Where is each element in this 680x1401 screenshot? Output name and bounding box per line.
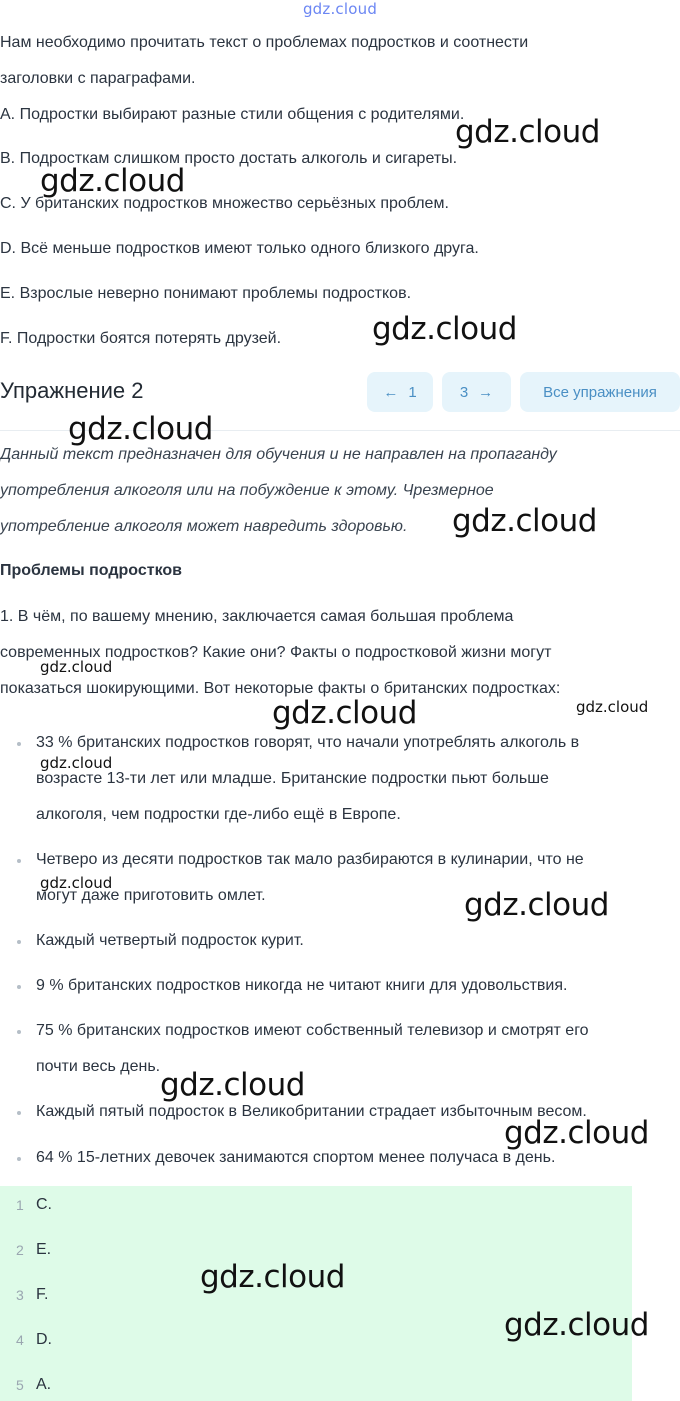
prev-exercise-label: 1 [408, 383, 417, 401]
task-intro-line-2: заголовки с параграфами. [0, 70, 196, 87]
bullet-dot [17, 1157, 21, 1161]
answer-value: C. [36, 1196, 52, 1213]
all-exercises-label: Все упражнения [543, 383, 657, 401]
answer-value: F. [36, 1286, 49, 1303]
watermark: gdz.cloud [40, 754, 113, 772]
bullet-7-line-1: 64 % 15-летних девочек занимаются спортом менее получаса в день. [36, 1149, 556, 1166]
notice-line-1: Данный текст предназначен для обучения и не направлен на пропаганду [0, 446, 557, 463]
bullet-2-line-2: могут даже приготовить омлет. [36, 887, 266, 904]
bullet-1-line-3: алкоголя, чем подростки где-либо ещё в Европе. [36, 806, 401, 823]
article-para-line-3: показаться шокирующими. Вот некоторые факты о британских подростках: [0, 680, 561, 697]
article-para-line-1: 1. В чём, по вашему мнению, заключается самая большая проблема [0, 608, 514, 625]
option-a: A. Подростки выбирают разные стили общения с родителями. [0, 106, 465, 123]
task-intro-line-1: Нам необходимо прочитать текст о проблемах подростков и соотнести [0, 34, 529, 51]
watermark: gdz.cloud [40, 163, 185, 199]
article-para-line-2: современных подростков? Какие они? Факты о подростковой жизни могут [0, 644, 552, 661]
answer-number: 1 [16, 1197, 24, 1213]
arrow-right-icon: → [478, 383, 494, 401]
watermark: gdz.cloud [68, 411, 213, 447]
bullet-3-line-1: Каждый четвертый подросток курит. [36, 932, 304, 949]
watermark: gdz.cloud [372, 311, 517, 347]
watermark: gdz.cloud [504, 1115, 649, 1151]
option-d: D. Всё меньше подростков имеют только одного близкого друга. [0, 240, 479, 257]
answer-value: E. [36, 1241, 52, 1258]
answer-number: 4 [16, 1332, 24, 1348]
option-c: C. У британских подростков множество серьёзных проблем. [0, 195, 449, 212]
bullet-1-line-1: 33 % британских подростков говорят, что начали употреблять алкоголь в [36, 734, 580, 751]
bullet-1-line-2: возрасте 13-ти лет или младше. Британские подростки пьют больше [36, 770, 549, 787]
arrow-left-icon: ← [383, 383, 399, 401]
option-e: E. Взрослые неверно понимают проблемы подростков. [0, 285, 412, 302]
exercise-title: Упражнение 2 [0, 378, 144, 403]
bullet-dot [17, 742, 21, 746]
watermark: gdz.cloud [160, 1067, 305, 1103]
notice-line-2: употребления алкоголя или на побуждение к этому. Чрезмерное [0, 482, 494, 499]
watermark: gdz.cloud [576, 698, 649, 716]
watermark: gdz.cloud [272, 695, 417, 731]
watermark: gdz.cloud [455, 114, 600, 150]
bullet-2-line-1: Четверо из десяти подростков так мало разбираются в кулинарии, что не [36, 851, 584, 868]
answer-number: 2 [16, 1242, 24, 1258]
watermark: gdz.cloud [504, 1307, 649, 1343]
bullet-dot [17, 985, 21, 989]
next-exercise-label: 3 [459, 383, 469, 401]
bullet-4-line-1: 9 % британских подростков никогда не читают книги для удовольствия. [36, 977, 568, 994]
option-b: B. Подросткам слишком просто достать алкоголь и сигареты. [0, 150, 458, 167]
bullet-dot [17, 1030, 21, 1034]
answer-value: A. [36, 1376, 52, 1393]
watermark: gdz.cloud [464, 887, 609, 923]
all-exercises-button[interactable] [520, 372, 680, 412]
answer-value: D. [36, 1331, 52, 1348]
answer-number: 3 [16, 1287, 24, 1303]
article-heading: Проблемы подростков [0, 562, 182, 579]
option-f: F. Подростки боятся потерять друзей. [0, 330, 282, 347]
prev-exercise-button[interactable] [367, 372, 433, 412]
bullet-dot [17, 940, 21, 944]
answer-number: 5 [16, 1377, 24, 1393]
next-exercise-button[interactable] [442, 372, 511, 412]
bullet-5-line-2: почти весь день. [36, 1058, 161, 1075]
watermark: gdz.cloud [200, 1259, 345, 1295]
site-logo[interactable]: gdz.cloud [302, 0, 378, 18]
bullet-5-line-1: 75 % британских подростков имеют собственный телевизор и смотрят его [36, 1022, 589, 1039]
bullet-dot [17, 1111, 21, 1115]
watermark: gdz.cloud [40, 874, 113, 892]
watermark: gdz.cloud [452, 503, 597, 539]
watermark: gdz.cloud [40, 658, 113, 676]
notice-line-3: употребление алкоголя может навредить здоровью. [0, 518, 408, 535]
bullet-6-line-1: Каждый пятый подросток в Великобритании страдает избыточным весом. [36, 1103, 587, 1120]
bullet-dot [17, 859, 21, 863]
